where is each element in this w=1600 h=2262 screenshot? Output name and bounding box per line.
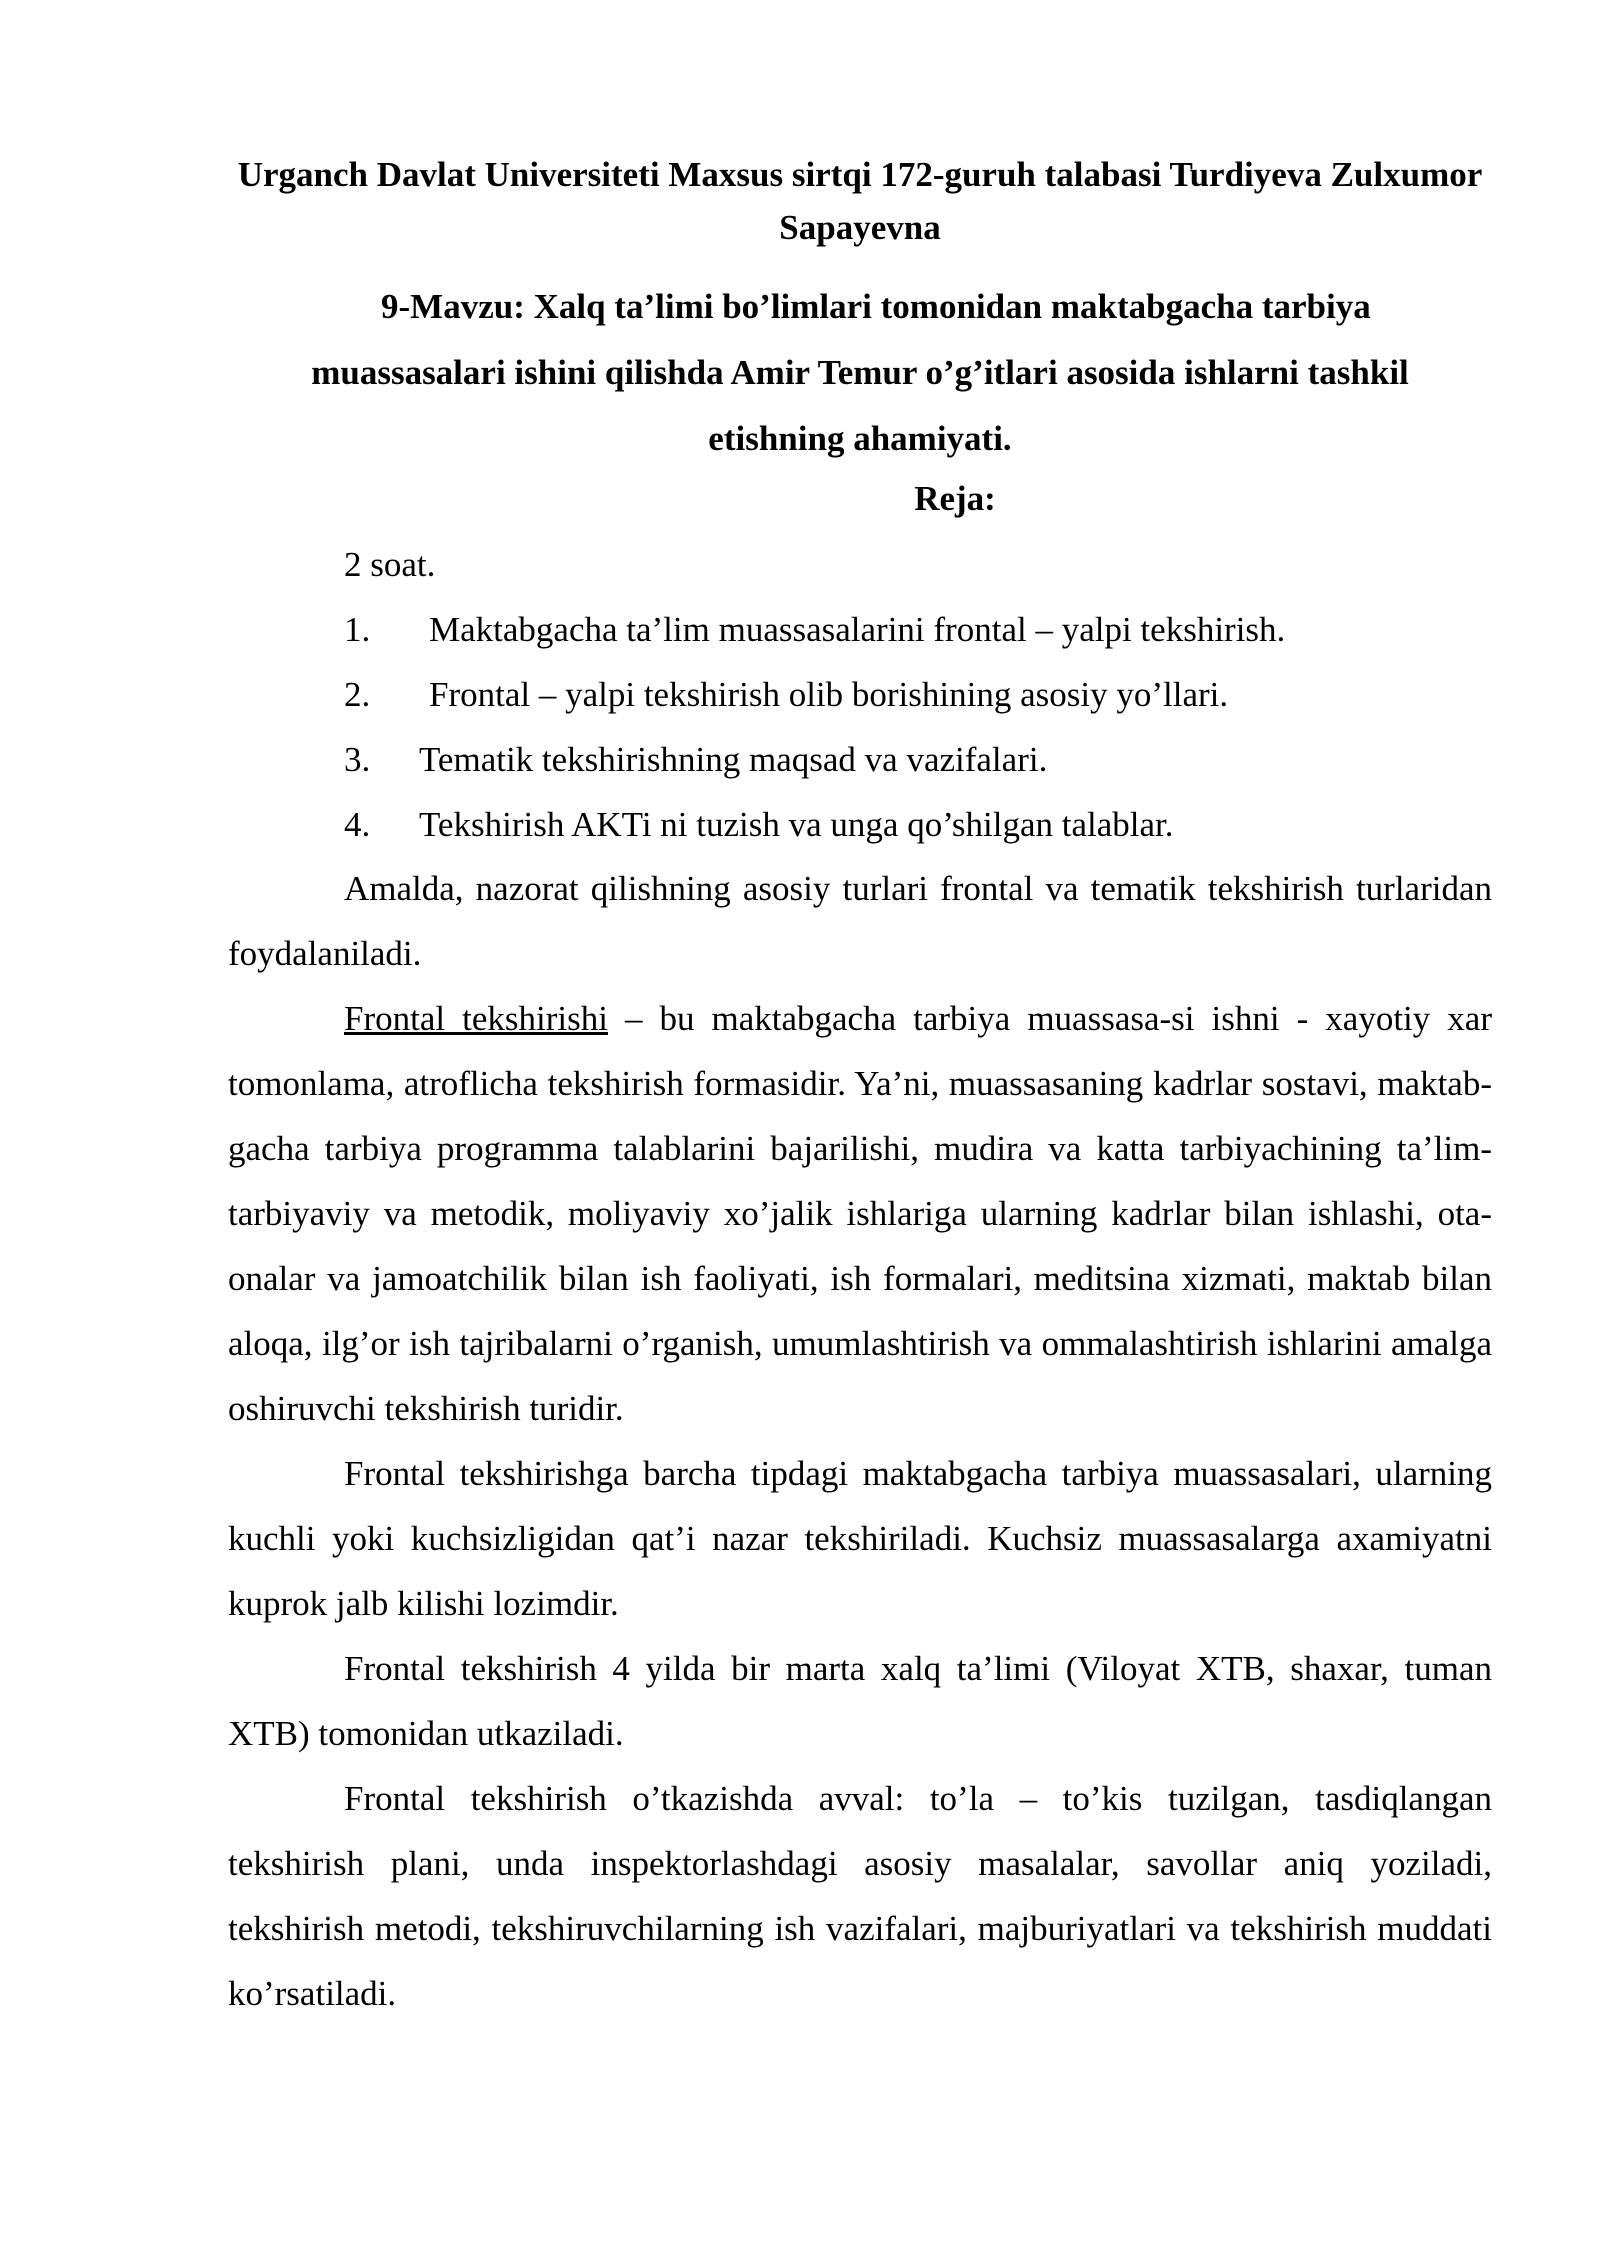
body-text [228,856,1492,2026]
paragraph-2 [228,986,1492,1441]
plan-duration: 2 soat. [344,545,436,584]
plan-item [344,665,1484,730]
plan-item-text: Tematik tekshirishning maqsad va vazifalari. [419,740,1048,779]
plan-heading: Reja: [914,479,996,518]
plan-item [344,730,1484,795]
plan-list [344,600,1484,860]
plan-item-text: Tekshirish AKTi ni tuzish va unga qo’shilgan talablar. [419,805,1174,844]
topic-line-1: 9-Mavzu: Xalq ta’limi bo’limlari tomonidan maktabgacha tarbiya [381,287,1371,326]
paragraph-3: Frontal tekshirishga barcha tipdagi maktabgacha tarbiya muassasalari, ularning kuchli yoki kuchsizligidan qat’i nazar tekshiriladi. Kuchsiz muassasalarga axamiyatni kuprok jalb kilishi lozimdir. [228,1454,1492,1623]
paragraph-5: Frontal tekshirish o’tkazishda avval: to’la – to’kis tuzilgan, tasdiqlangan tekshirish plani, unda inspektorlashdagi asosiy masalalar, savollar aniq yoziladi, tekshirish metodi, tekshiruvchilarning ish vazifalari, majburiyatlari va tekshirish muddati ko’rsatiladi. [228,1779,1492,2013]
plan-item-number: 3. [344,740,371,779]
plan-item [344,795,1484,860]
topic-line-3: etishning ahamiyati. [708,419,1012,458]
topic-line-2: muassasalari ishini qilishda Amir Temur o’g’itlari asosida ishlarni tashkil [311,353,1409,392]
plan-item [344,600,1484,665]
plan-item-text: Frontal – yalpi tekshirish olib borishining asosiy yo’llari. [429,675,1229,714]
plan-item-number: 4. [344,805,371,844]
plan-item-number: 1. [344,610,371,649]
paragraph-1: Amalda, nazorat qilishning asosiy turlari frontal va tematik tekshirish turlaridan foydalaniladi. [228,869,1492,973]
term-frontal-tekshirishi: Frontal tekshirishi [344,999,608,1038]
plan-item-text: Maktabgacha ta’lim muassasalarini frontal – yalpi tekshirish. [429,610,1286,649]
author-header: Urganch Davlat Universiteti Maxsus sirtqi 172-guruh talabasi Turdiyeva Zulxumor Sapayevna [237,155,1483,247]
topic-title [228,274,1492,472]
paragraph-4: Frontal tekshirish 4 yilda bir marta xalq ta’limi (Viloyat XTB, shaxar, tuman XTB) tomonidan utkaziladi. [228,1649,1492,1753]
plan-item-number: 2. [344,675,371,714]
paragraph-2-text: – bu maktabgacha tarbiya muassasa-si ishni - xayotiy xar tomonlama, atroflicha tekshirish formasidir. Ya’ni, muassasaning kadrlar sostavi, maktab-gacha tarbiya programma talablarini bajarilishi, mudira va katta tarbiyachining ta’lim-tarbiyaviy va metodik, moliyaviy xo’jalik ishlariga ularning kadrlar bilan ishlashi, ota-onalar va jamoatchilik bilan ish faoliyati, ish formalari, meditsina xizmati, maktab bilan aloqa, ilg’or ish tajribalarni o’rganish, umumlashtirish va ommalashtirish ishlarini amalga oshiruvchi tekshirish turidir. [228,999,1492,1428]
